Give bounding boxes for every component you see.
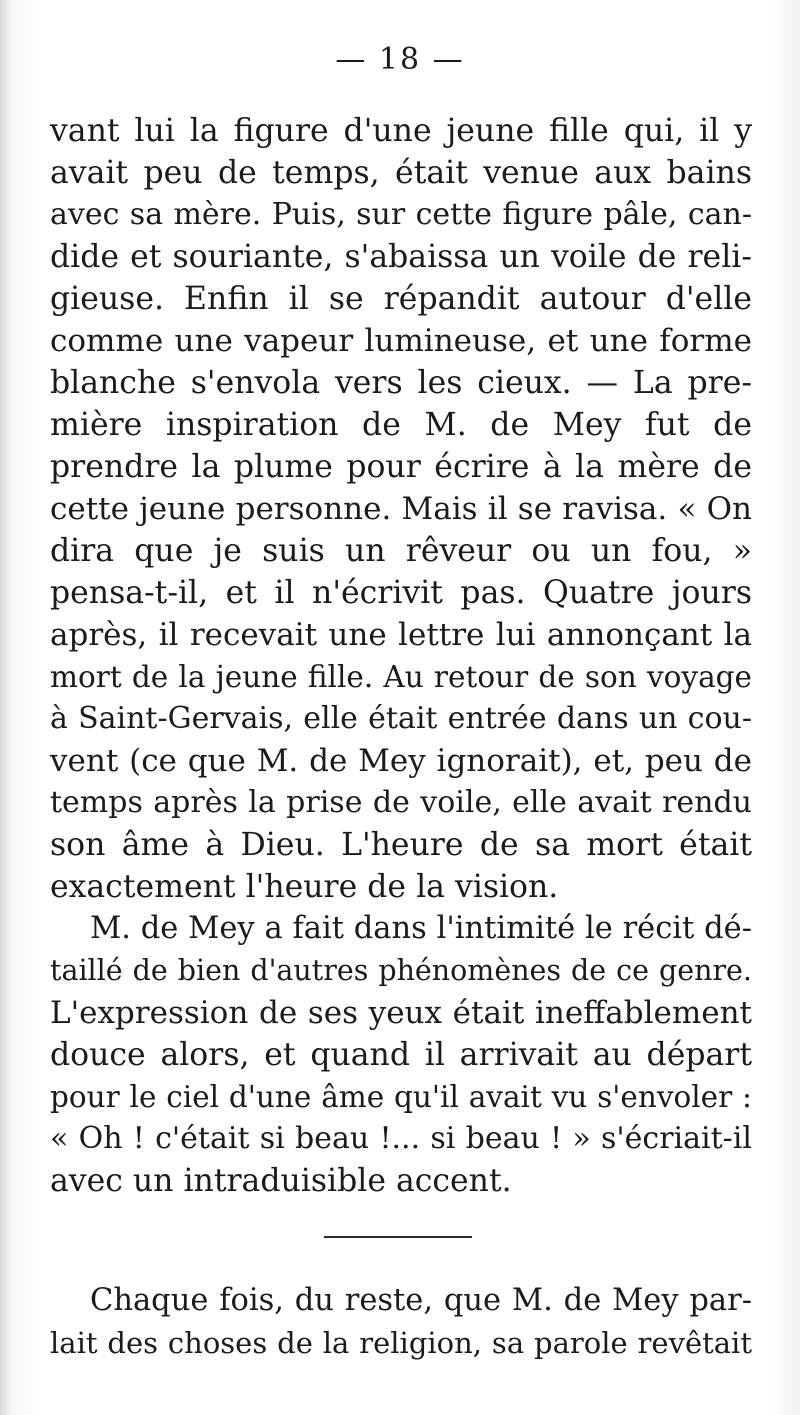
text-line: dira que je suis un rêveur ou un fou, »: [50, 533, 752, 569]
text-line: dide et souriante, s'abaissa un voile de reli-: [50, 239, 752, 275]
text-line: taillé de bien d'autres phénomènes de ce genre.: [50, 954, 752, 987]
text-line: après, il recevait une lettre lui annonçant la: [50, 617, 752, 653]
text-line: comme une vapeur lumineuse, et une forme: [50, 323, 752, 359]
text-line: cette jeune personne. Mais il se ravisa. « On: [50, 491, 752, 527]
text-line: prendre la plume pour écrire à la mère de: [50, 449, 752, 485]
text-line: exactement l'heure de la vision.: [50, 869, 559, 905]
text-line: douce alors, et quand il arrivait au départ: [50, 1037, 752, 1073]
text-line: vant lui la figure d'une jeune fille qui, il y: [50, 113, 752, 149]
text-line: avec un intraduisible accent.: [50, 1163, 512, 1199]
divider-rule: [324, 1236, 472, 1238]
page-gutter-shadow: [0, 0, 10, 1415]
section-divider: [0, 1236, 800, 1238]
text-line: L'expression de ses yeux était ineffablement: [50, 995, 752, 1031]
text-line: blanche s'envola vers les cieux. — La pre-: [50, 365, 752, 401]
text-line: lait des choses de la religion, sa parole revêtait: [50, 1326, 752, 1360]
text-line: M. de Mey a fait dans l'intimité le récit dé-: [90, 911, 752, 946]
text-line: « Oh ! c'était si beau !... si beau ! » s'écriait-il: [50, 1121, 752, 1156]
text-line: avait peu de temps, était venue aux bains: [50, 155, 752, 191]
text-line: son âme à Dieu. L'heure de sa mort était: [50, 827, 752, 863]
text-line: mière inspiration de M. de Mey fut de: [50, 407, 752, 443]
next-section-text-block: [50, 1280, 752, 1364]
text-line: temps après la prise de voile, elle avait rendu: [50, 785, 752, 820]
text-line: Chaque fois, du reste, que M. de Mey par-: [90, 1283, 752, 1318]
text-line: avec sa mère. Puis, sur cette figure pâle, can-: [50, 197, 752, 232]
text-line: à Saint-Gervais, elle était entrée dans un cou-: [50, 701, 752, 736]
text-line: gieuse. Enfin il se répandit autour d'elle: [50, 281, 752, 317]
text-line: pour le ciel d'une âme qu'il avait vu s'envoler :: [50, 1080, 752, 1114]
main-text-block: [50, 110, 752, 1202]
text-line: pensa-t-il, et il n'écrivit pas. Quatre jours: [50, 575, 752, 611]
page-number: — 18 —: [335, 42, 465, 77]
text-line: mort de la jeune fille. Au retour de son voyage: [50, 660, 752, 694]
text-line: vent (ce que M. de Mey ignorait), et, peu de: [50, 743, 752, 779]
